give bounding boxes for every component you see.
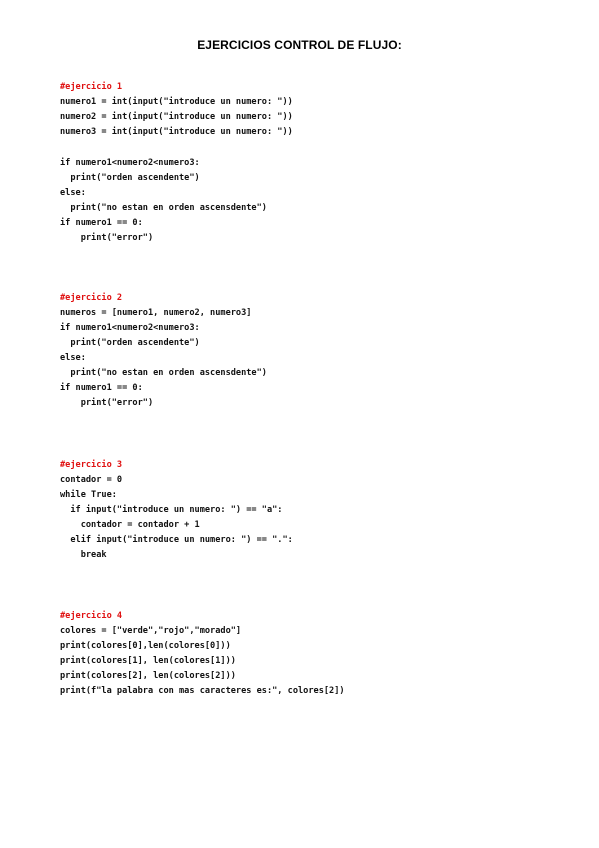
code-line: print("no estan en orden ascensdente")	[60, 368, 267, 378]
code-line: while True:	[60, 490, 117, 500]
code-line: numero1 = int(input("introduce un numero: "))	[60, 97, 293, 107]
page-title: EJERCICIOS CONTROL DE FLUJO:	[197, 38, 402, 52]
exercise-2-heading: #ejercicio 2	[60, 293, 123, 303]
code-line: numero2 = int(input("introduce un numero: "))	[60, 112, 293, 122]
code-line: print(colores[1], len(colores[1]))	[60, 656, 236, 666]
code-line: else:	[60, 188, 86, 198]
exercise-3-heading: #ejercicio 3	[60, 460, 123, 470]
code-line: numeros = [numero1, numero2, numero3]	[60, 308, 252, 318]
exercise-1-heading: #ejercicio 1	[60, 82, 123, 92]
code-line: else:	[60, 353, 86, 363]
exercise-4-heading: #ejercicio 4	[60, 611, 123, 621]
code-line: colores = ["verde","rojo","morado"]	[60, 626, 242, 636]
code-line: contador = 0	[60, 475, 123, 485]
code-line: break	[60, 550, 107, 560]
code-line: print("orden ascendente")	[60, 173, 200, 183]
code-line: elif input("introduce un numero: ") == ".":	[60, 535, 293, 545]
code-line: contador = contador + 1	[60, 520, 200, 530]
code-line: print(colores[2], len(colores[2]))	[60, 671, 236, 681]
code-line: print(colores[0],len(colores[0]))	[60, 641, 231, 651]
code-line: print("error")	[60, 398, 154, 408]
code-line: print(f"la palabra con mas caracteres es:", colores[2])	[60, 686, 345, 696]
code-line: print("error")	[60, 233, 154, 243]
code-line: print("orden ascendente")	[60, 338, 200, 348]
code-line: if numero1 == 0:	[60, 218, 143, 228]
code-line: if numero1<numero2<numero3:	[60, 158, 200, 168]
code-line: if numero1<numero2<numero3:	[60, 323, 200, 333]
code-line: if numero1 == 0:	[60, 383, 143, 393]
code-line: numero3 = int(input("introduce un numero: "))	[60, 127, 293, 137]
code-line: print("no estan en orden ascensdente")	[60, 203, 267, 213]
code-line: if input("introduce un numero: ") == "a":	[60, 505, 283, 515]
